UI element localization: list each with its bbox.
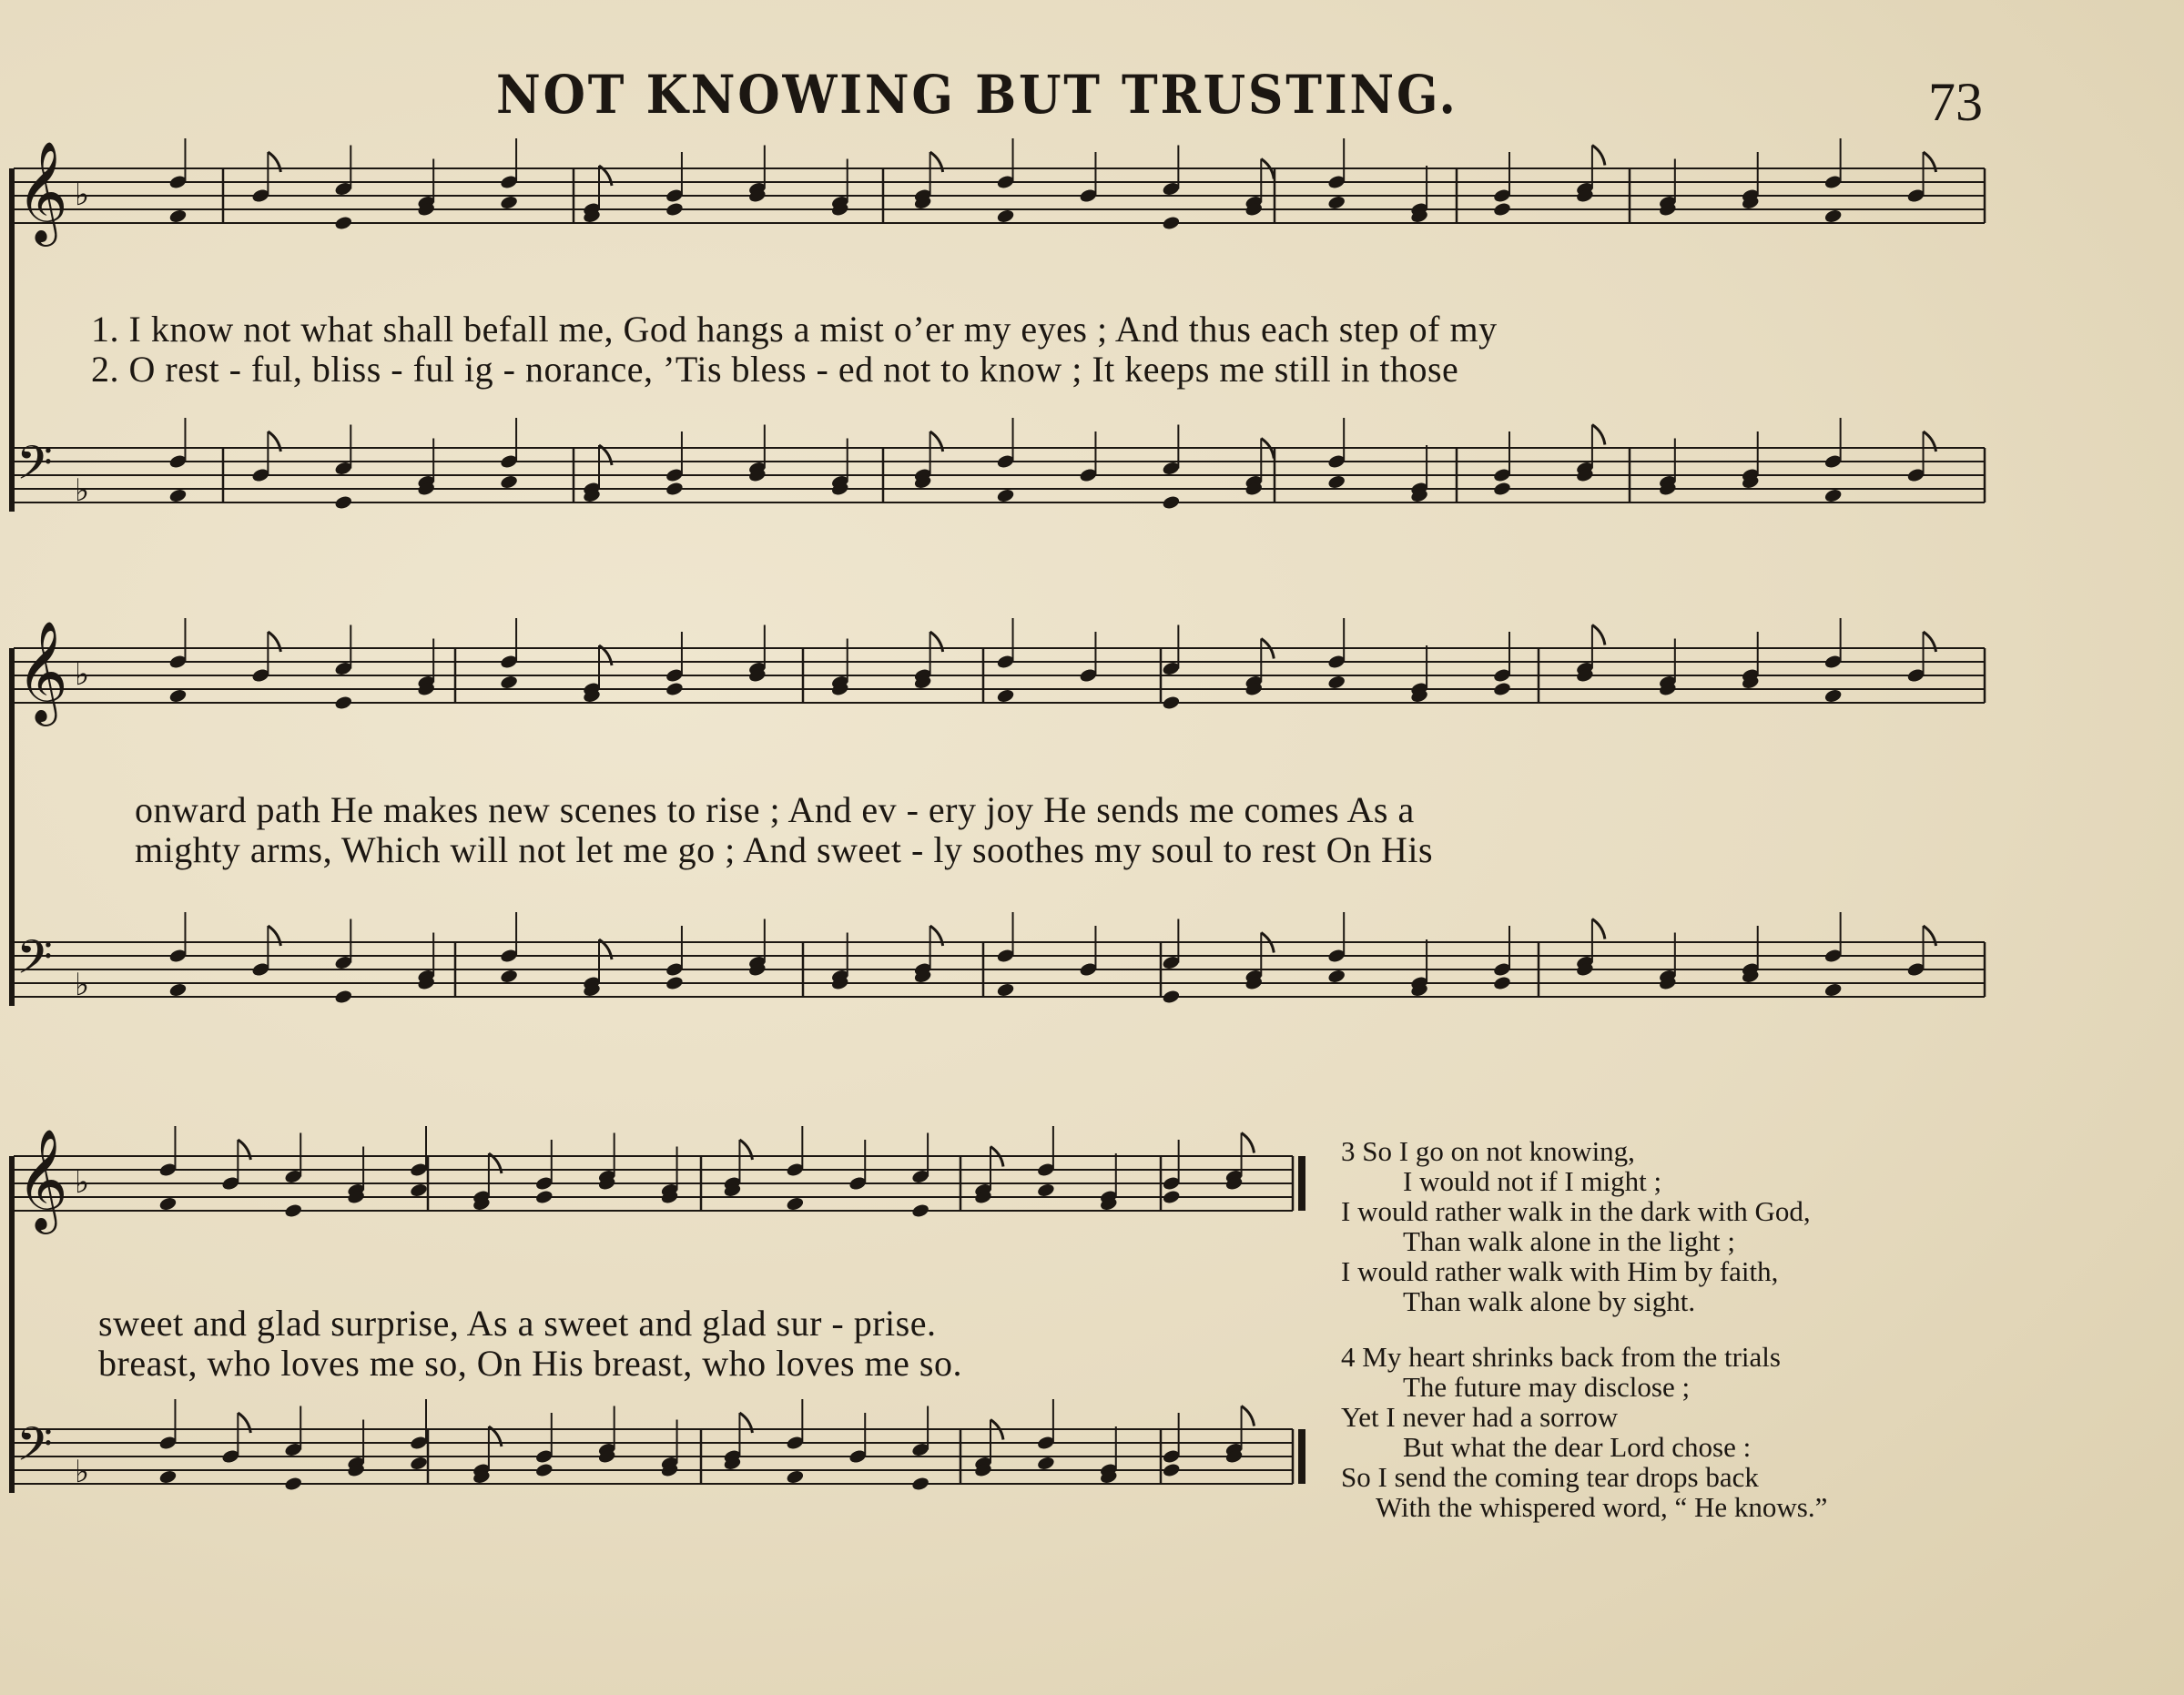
lyric-system1-verse1: 1. I know not what shall befall me, God hangs a mist o’er my eyes ; And thus each step of my	[91, 309, 1498, 350]
note-head	[334, 695, 353, 710]
note-head	[786, 1196, 805, 1212]
note-head	[1036, 1456, 1055, 1471]
note-head	[168, 688, 188, 704]
note-head	[996, 208, 1015, 224]
note-head	[284, 1476, 303, 1491]
note-head	[334, 215, 353, 230]
flat-key-signature: ♭	[75, 656, 90, 693]
verse-line: Than walk alone in the light ;	[1403, 1225, 1736, 1257]
note-head	[1327, 474, 1346, 490]
verse-line: 3 So I go on not knowing,	[1341, 1135, 1635, 1167]
verse-line: But what the dear Lord chose :	[1403, 1431, 1752, 1463]
note-head	[409, 1182, 428, 1198]
bass-clef: 𝄢	[16, 929, 53, 996]
additional-verses	[1341, 1136, 1996, 1548]
note-head	[168, 208, 188, 224]
note-head	[158, 1196, 178, 1212]
note-head	[1492, 681, 1511, 696]
note-head	[1327, 195, 1346, 210]
note-head	[1823, 982, 1843, 998]
verse-line: I would rather walk with Him by faith,	[1341, 1255, 1779, 1287]
note-flag	[1242, 1133, 1255, 1153]
note-flag	[1592, 425, 1605, 445]
note-head	[1162, 494, 1181, 510]
verse-line: Than walk alone by sight.	[1403, 1285, 1696, 1317]
bass-clef: 𝄢	[16, 435, 53, 502]
note-head	[665, 975, 684, 990]
flat-key-signature: ♭	[75, 1454, 90, 1490]
lyric-system3-verse1: sweet and glad surprise, As a sweet and glad sur - prise.	[98, 1303, 937, 1344]
note-flag	[1592, 919, 1605, 939]
flat-key-signature: ♭	[75, 472, 90, 509]
verse-line: Yet I never had a sorrow	[1341, 1401, 1619, 1433]
note-head	[911, 1476, 930, 1491]
note-head	[1162, 215, 1181, 230]
flat-key-signature: ♭	[75, 967, 90, 1003]
note-head	[1823, 688, 1843, 704]
note-head	[1036, 1182, 1055, 1198]
note-head	[500, 474, 519, 490]
note-flag	[1592, 146, 1605, 166]
note-head	[996, 982, 1015, 998]
note-head	[1823, 488, 1843, 503]
final-double-bar	[1298, 1156, 1305, 1211]
system-bracket	[9, 168, 15, 512]
note-head	[1162, 695, 1181, 710]
treble-clef: 𝄞	[16, 1128, 68, 1230]
verse-3	[1341, 1136, 1996, 1316]
note-head	[665, 681, 684, 696]
note-head	[1823, 208, 1843, 224]
note-head	[1162, 989, 1181, 1004]
note-head	[996, 488, 1015, 503]
note-head	[1162, 1462, 1181, 1477]
note-head	[996, 688, 1015, 704]
bass-clef: 𝄢	[16, 1416, 53, 1483]
treble-clef: 𝄞	[16, 140, 68, 242]
verse-line: I would rather walk in the dark with God,	[1341, 1195, 1811, 1227]
flat-key-signature: ♭	[75, 177, 90, 213]
lyric-system2-verse1: onward path He makes new scenes to rise ; And ev - ery joy He sends me comes As a	[135, 789, 1415, 830]
flat-key-signature: ♭	[75, 1164, 90, 1201]
note-head	[1492, 975, 1511, 990]
note-head	[284, 1203, 303, 1218]
note-head	[665, 481, 684, 496]
note-head	[534, 1189, 554, 1204]
note-head	[334, 494, 353, 510]
hymn-title: NOT KNOWING BUT TRUSTING.	[496, 64, 1458, 126]
note-head	[1492, 481, 1511, 496]
note-head	[665, 201, 684, 217]
note-head	[409, 1456, 428, 1471]
note-head	[168, 982, 188, 998]
lyric-system2-verse2: mighty arms, Which will not let me go ; And sweet - ly soothes my soul to rest On His	[135, 829, 1434, 870]
note-head	[534, 1462, 554, 1477]
note-head	[500, 675, 519, 690]
verse-line: I would not if I might ;	[1403, 1165, 1662, 1197]
note-head	[1327, 675, 1346, 690]
note-head	[500, 969, 519, 984]
treble-clef: 𝄞	[16, 620, 68, 722]
final-double-bar	[1298, 1429, 1305, 1484]
verse-line: So I send the coming tear drops back	[1341, 1461, 1759, 1493]
note-head	[786, 1469, 805, 1485]
lyric-system3-verse2: breast, who loves me so, On His breast, who loves me so.	[98, 1343, 962, 1384]
note-head	[158, 1469, 178, 1485]
verse-line: With the whispered word, “ He knows.”	[1376, 1491, 1828, 1523]
note-head	[1492, 201, 1511, 217]
note-head	[1162, 1189, 1181, 1204]
note-head	[911, 1203, 930, 1218]
note-head	[500, 195, 519, 210]
note-flag	[1242, 1406, 1255, 1426]
note-head	[168, 488, 188, 503]
page-number: 73	[1928, 72, 1983, 132]
verse-4	[1341, 1342, 1996, 1522]
note-head	[1327, 969, 1346, 984]
system-bracket	[9, 648, 15, 1006]
verse-line: 4 My heart shrinks back from the trials	[1341, 1341, 1781, 1373]
lyric-system1-verse2: 2. O rest - ful, bliss - ful ig - norance, ’Tis bless - ed not to know ; It keeps me still in those	[91, 349, 1459, 390]
note-head	[334, 989, 353, 1004]
note-flag	[1592, 625, 1605, 645]
verse-line: The future may disclose ;	[1403, 1371, 1691, 1403]
